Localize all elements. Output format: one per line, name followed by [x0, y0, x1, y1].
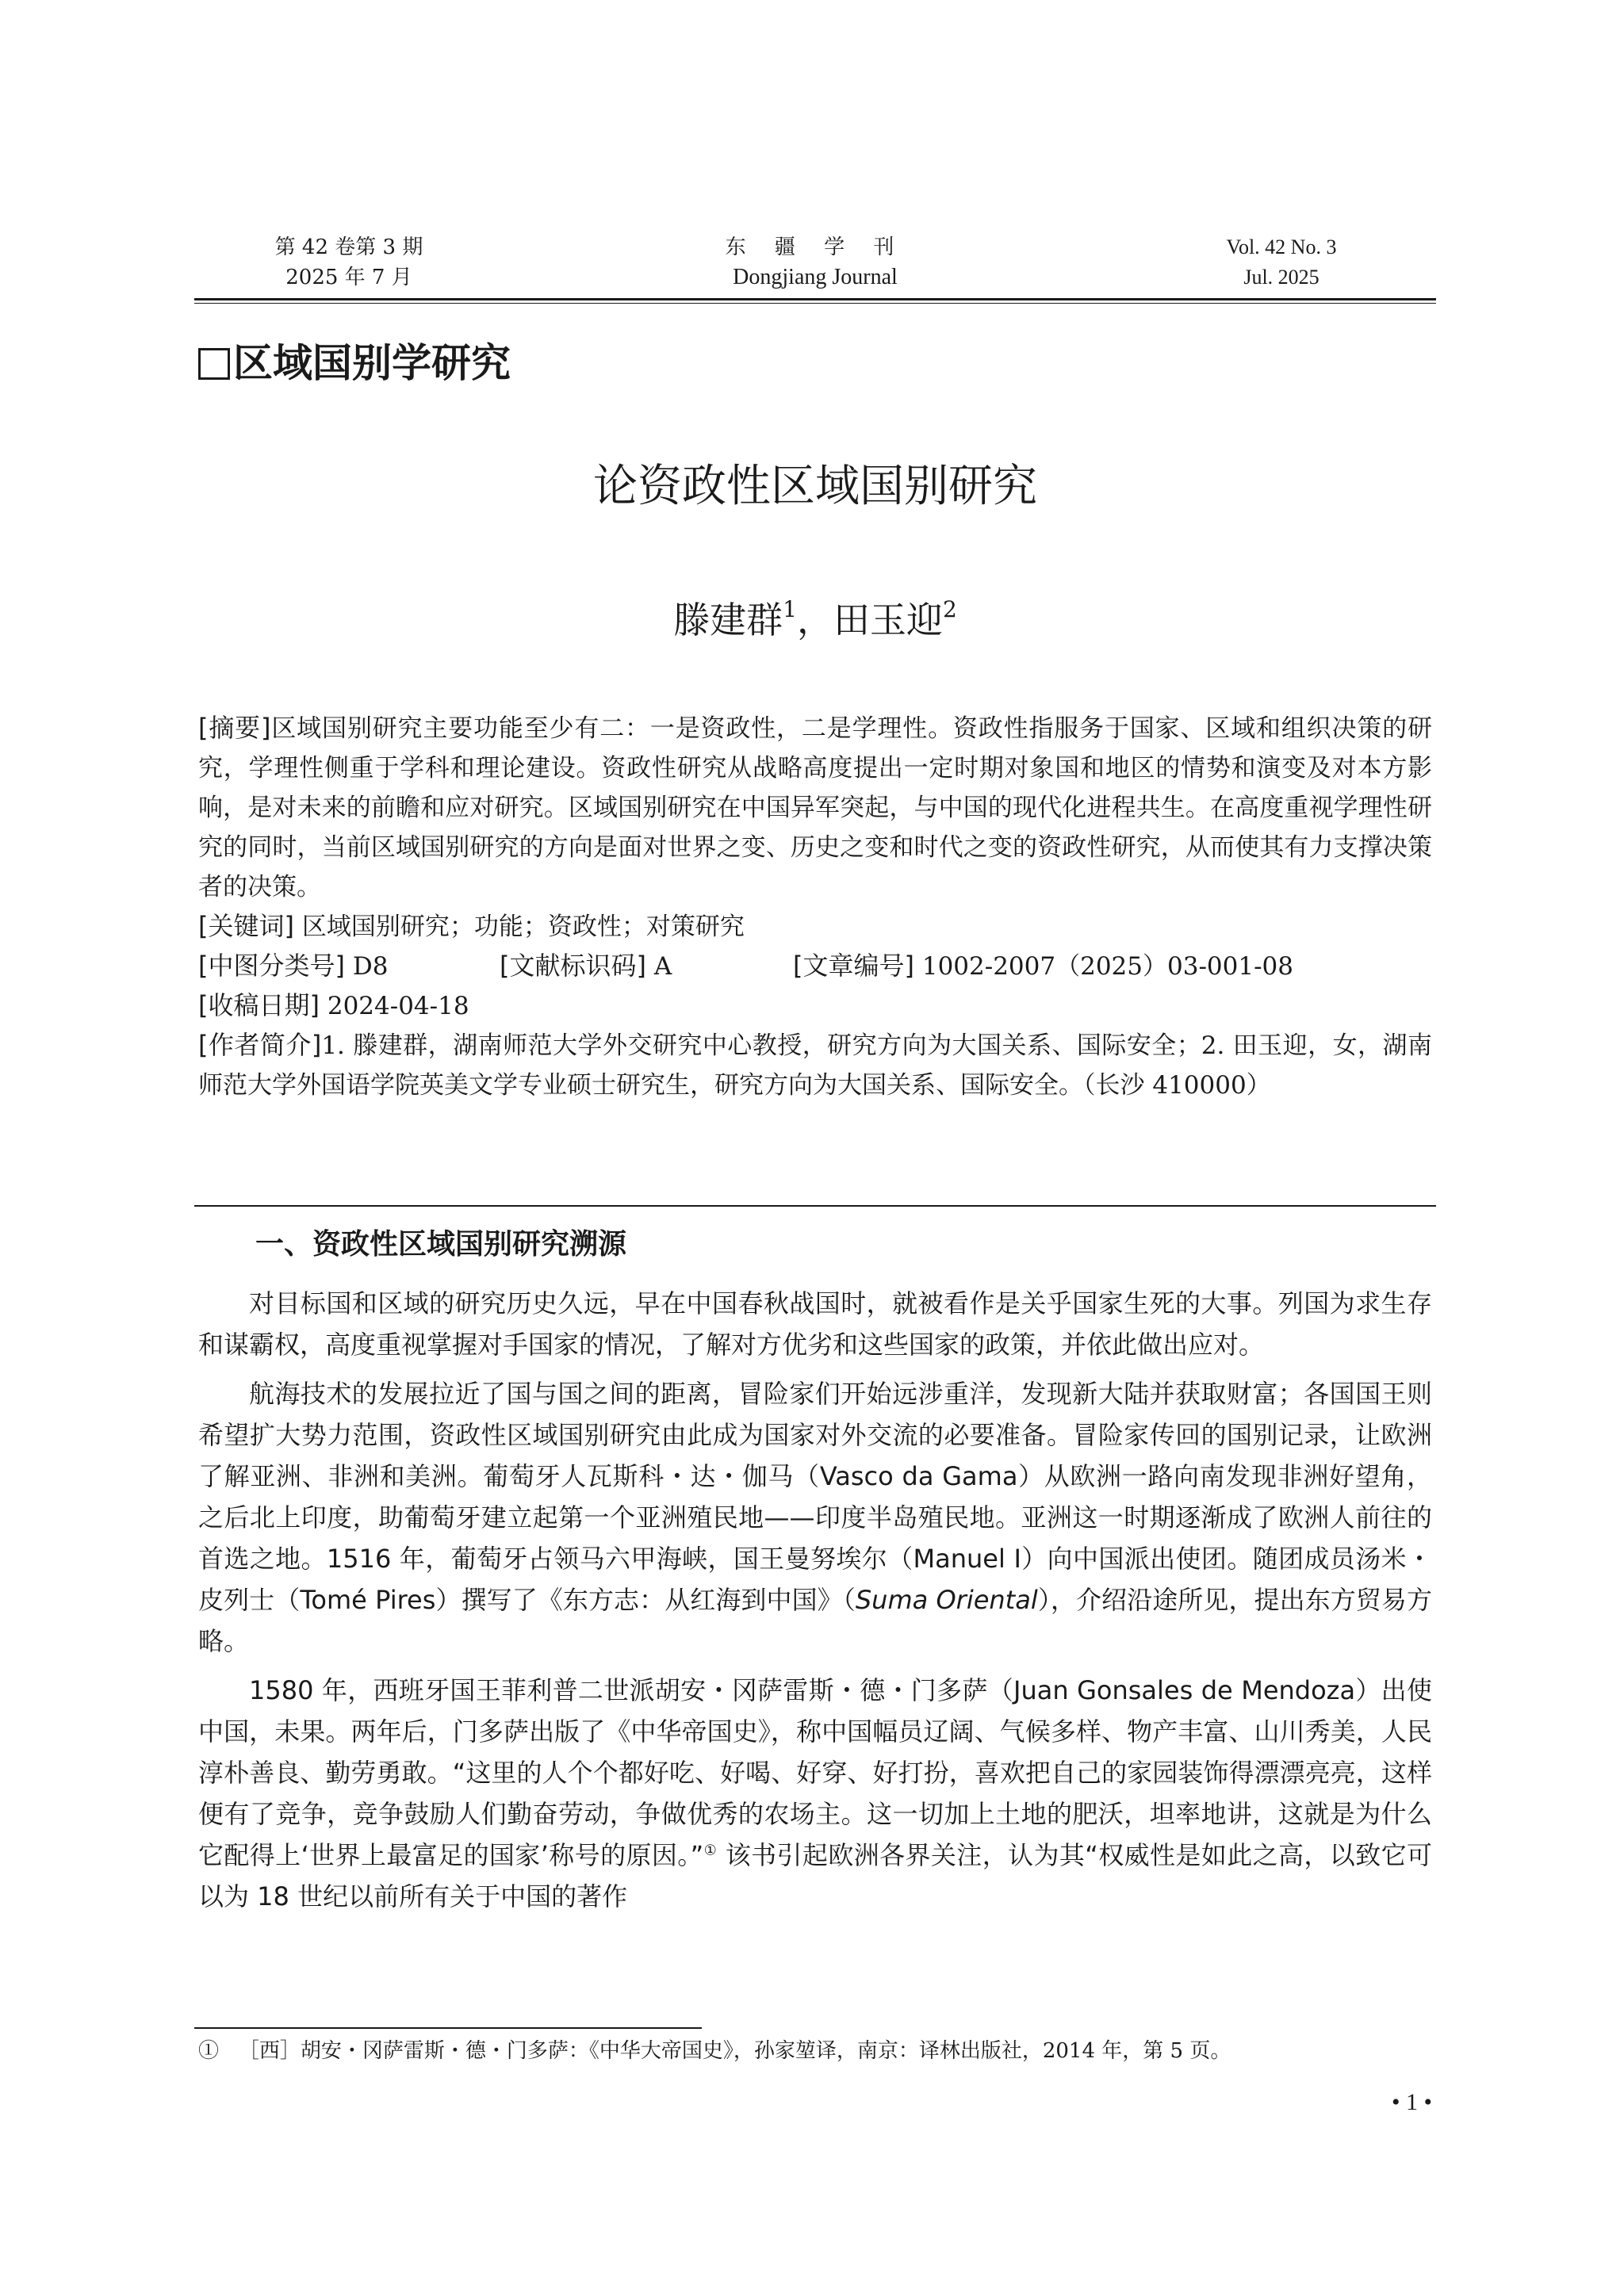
author-name: 田玉迎	[833, 599, 943, 641]
author-info-label: [作者简介]	[198, 1030, 322, 1060]
paragraph	[198, 1373, 1432, 1662]
page-number: • 1 •	[1391, 2089, 1432, 2115]
header-rule-thin	[194, 303, 1436, 304]
abstract-label: [摘要]	[198, 713, 271, 743]
square-box-icon	[198, 348, 230, 380]
abstract	[198, 708, 1432, 907]
column-heading	[198, 339, 511, 387]
author-line	[194, 596, 1436, 644]
footnote-ref[interactable]: ①	[703, 1842, 718, 1859]
received-label: [收稿日期]	[198, 990, 320, 1020]
article-title: 论资政性区域国别研究	[593, 461, 1037, 512]
doc-code-value: A	[653, 952, 672, 981]
article-number-label: [文章编号]	[793, 951, 914, 981]
author-affiliation-mark: 2	[943, 596, 957, 622]
header-date-cn: 2025 年 7 月	[285, 266, 412, 289]
doc-code-label: [文献标识码]	[500, 951, 646, 981]
paragraph-text: 该书引起欧洲各界关注，认为其“权威性是如此之高，以致它可以为 18 世纪以前所有关于中国的著作	[198, 1840, 1432, 1911]
author-separator: ，	[797, 599, 833, 641]
running-header	[194, 232, 1436, 304]
italic-title: Suma Oriental	[855, 1585, 1038, 1615]
paragraph-text: 1580 年，西班牙国王菲利普二世派胡安・冈萨雷斯・德・门多萨（Juan Gonsales de Mendoza）出使中国，未果。两年后，门多萨出版了《中华帝国史》，称中国幅员辽阔、气候多样、物产丰富、山川秀美，人民淳朴善良、勤劳勇敢。“这里的人个个都好吃、好喝、好穿、好打扮，喜欢把自己的家园装饰得漂漂亮亮，这样便有了竞争，竞争鼓励人们勤奋劳动，争做优秀的农场主。这一切加上土地的肥沃，坦率地讲，这就是为什么它配得上‘世界上最富足的国家’称号的原因。”	[198, 1675, 1432, 1870]
header-volume-issue	[222, 232, 476, 293]
paragraph	[198, 1670, 1432, 1917]
keywords-text: 区域国别研究；功能；资政性；对策研究	[301, 913, 745, 941]
author-info-text: 1. 滕建群，湖南师范大学外交研究中心教授，研究方向为大国关系、国际安全；2. 田玉迎，女，湖南师范大学外国语学院英美文学专业硕士研究生，研究方向为大国关系、国际安全。（长沙 410000）	[198, 1031, 1432, 1100]
footnote-rule	[194, 2027, 702, 2029]
abstract-divider	[194, 1205, 1436, 1207]
clc-label: [中图分类号]	[198, 951, 345, 981]
footnote-text: ［西］胡安・冈萨雷斯・德・门多萨：《中华大帝国史》，孙家堃译，南京：译林出版社，2014 年，第 5 页。	[238, 2039, 1231, 2063]
author-info	[198, 1025, 1432, 1105]
paragraph: 对目标国和区域的研究历史久远，早在中国春秋战国时，就被看作是关乎国家生死的大事。列国为求生存和谋霸权，高度重视掌握对手国家的情况，了解对方优劣和这些国家的政策，并依此做出应对。	[198, 1288, 1432, 1360]
header-vol-no: Vol. 42 No. 3	[1226, 235, 1337, 258]
abstract-text: 区域国别研究主要功能至少有二：一是资政性，二是学理性。资政性指服务于国家、区域和组织决策的研究，学理性侧重于学科和理论建设。资政性研究从战略高度提出一定时期对象国和地区的情势和演变及对本方影响，是对未来的前瞻和应对研究。区域国别研究在中国异军突起，与中国的现代化进程共生。在高度重视学理性研究的同时，当前区域国别研究的方向是面对世界之变、历史之变和时代之变的资政性研究，从而使其有力支撑决策者的决策。	[198, 714, 1432, 901]
clc-value: D8	[352, 952, 389, 981]
header-vol-en	[1155, 232, 1408, 293]
classification-line	[198, 946, 1432, 986]
header-journal-en: Dongjiang Journal	[733, 265, 898, 289]
keywords-label: [关键词]	[198, 911, 294, 941]
article-number-field	[793, 952, 1293, 981]
header-date-en: Jul. 2025	[1243, 266, 1320, 289]
received-date	[198, 985, 1432, 1026]
received-value: 2024-04-18	[327, 992, 469, 1020]
section-heading: 一、资政性区域国别研究溯源	[255, 1228, 627, 1261]
author-name: 滕建群	[673, 599, 783, 641]
body-text	[198, 1283, 1432, 1925]
doc-code-field	[500, 946, 793, 986]
footnote	[198, 2034, 1432, 2068]
header-volume: 第 42 卷第 3 期	[274, 235, 423, 259]
keywords	[198, 906, 1432, 947]
column-heading-text: 区域国别学研究	[233, 340, 511, 386]
article-number-value: 1002-2007（2025）03-001-08	[921, 952, 1294, 981]
header-journal-name	[657, 232, 974, 293]
paragraph-text: 航海技术的发展拉近了国与国之间的距离，冒险家们开始远涉重洋，发现新大陆并获取财富；各国国王则希望扩大势力范围，资政性区域国别研究由此成为国家对外交流的必要准备。冒险家传回的国别记录，让欧洲了解亚洲、非洲和美洲。葡萄牙人瓦斯科・达・伽马（Vasco da Gama）从欧洲一路向南发现非洲好望角，之后北上印度，助葡萄牙建立起第一个亚洲殖民地——印度半岛殖民地。亚洲这一时期逐渐成了欧洲人前往的首选之地。1516 年，葡萄牙占领马六甲海峡，国王曼努埃尔（Manuel I）向中国派出使团。随团成员汤米・皮列士（Tomé Pires）撰写了《东方志：从红海到中国》（	[198, 1379, 1432, 1615]
header-journal-cn: 东 疆 学 刊	[725, 235, 906, 259]
author-affiliation-mark: 1	[783, 596, 797, 622]
paragraph-text: ），介绍沿途所见，提出东方贸易方略。	[198, 1585, 1432, 1656]
header-rule-thick	[194, 298, 1436, 300]
clc-field	[198, 946, 500, 986]
footnote-marker: ①	[198, 2039, 220, 2063]
